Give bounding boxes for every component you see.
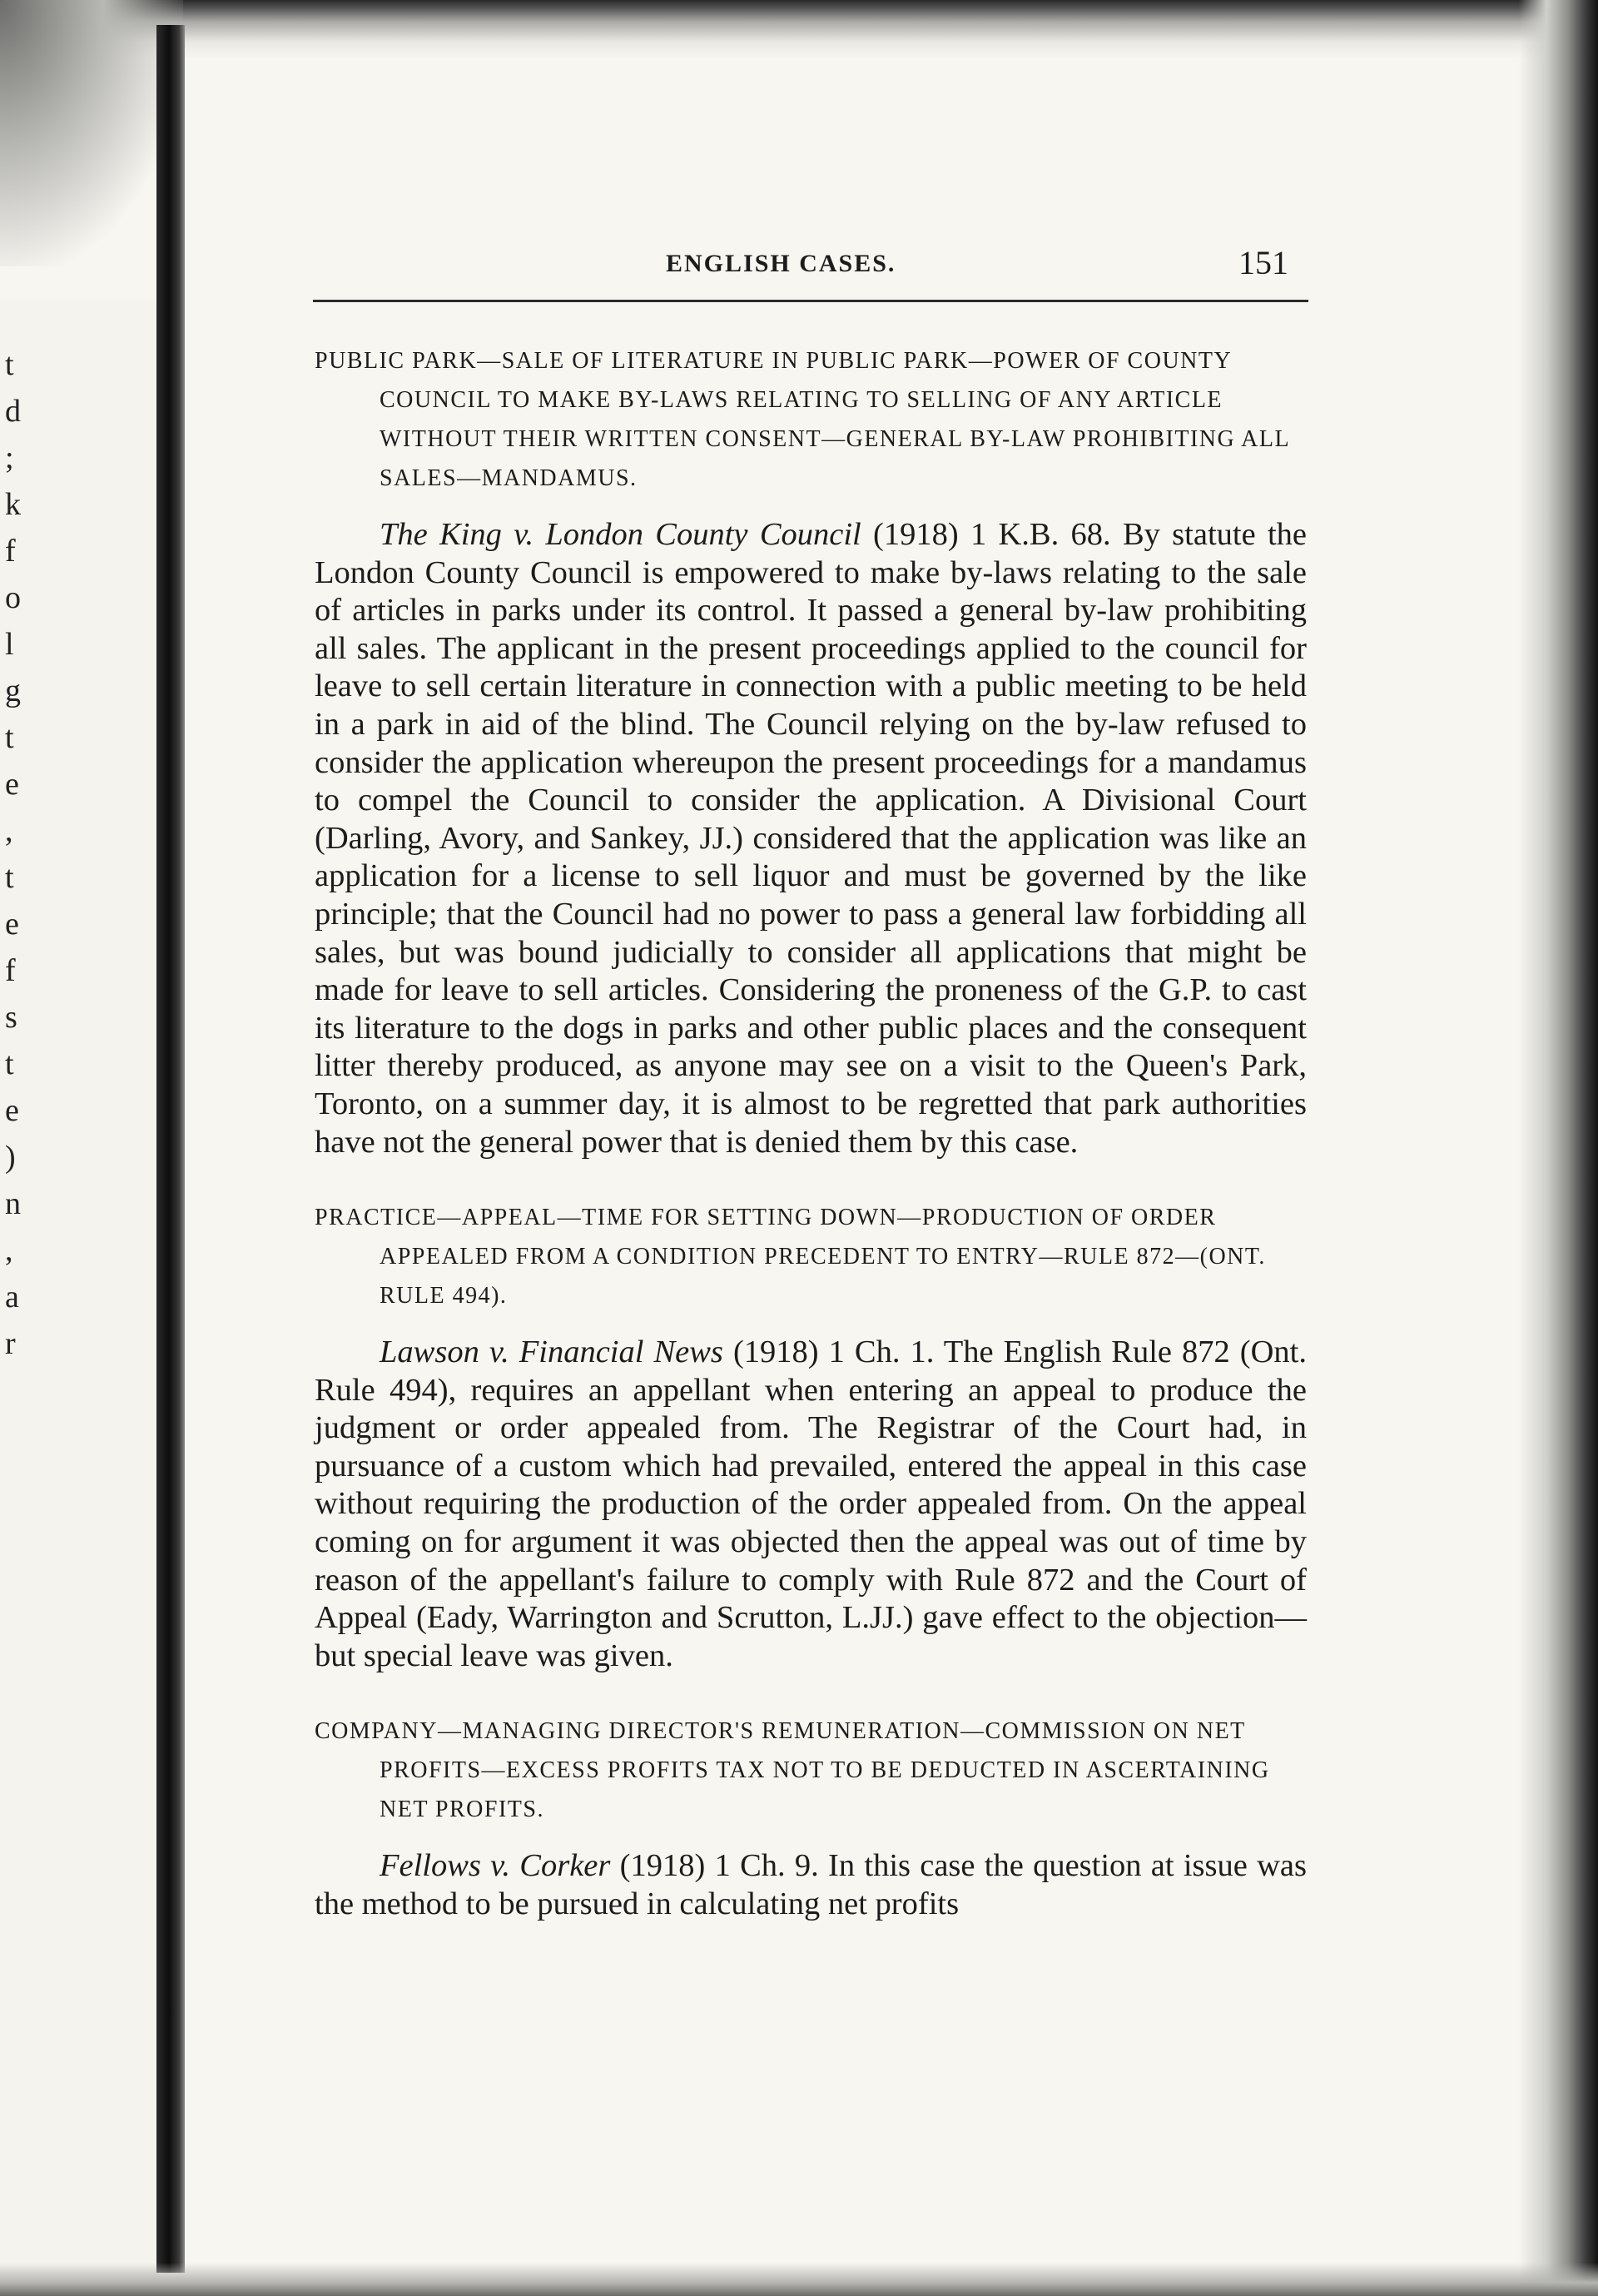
- margin-fragment: s: [5, 1000, 17, 1035]
- margin-fragment: o: [5, 580, 21, 615]
- page-right-edge: [1519, 0, 1598, 2296]
- headnote: PRACTICE—APPEAL—TIME FOR SETTING DOWN—PRODUCTION OF ORDER APPEALED FROM A CONDITION PRECEDENT TO ENTRY—RULE 872—(ONT. RULE 494).: [315, 1205, 1266, 1310]
- margin-fragment: g: [5, 673, 21, 708]
- margin-fragment: t: [5, 1046, 14, 1081]
- margin-fragment: ): [5, 1140, 16, 1175]
- citation: (1918) 1 K.B. 68.: [861, 517, 1123, 552]
- margin-fragment: a: [5, 1280, 19, 1314]
- case-name: Lawson v. Financial News: [380, 1334, 723, 1370]
- case-body: In this case the question at issue was the method to be pursued in calculating net profits: [315, 1848, 1307, 1922]
- scan-corner-shadow: [0, 0, 183, 266]
- margin-fragment: r: [5, 1326, 16, 1361]
- case-section-company: [315, 1712, 1307, 1923]
- case-section-public-park: [315, 341, 1307, 1161]
- margin-fragment: ;: [5, 440, 14, 475]
- case-paragraph: [315, 1334, 1307, 1675]
- case-name: Fellows v. Corker: [380, 1848, 611, 1884]
- margin-fragment: t: [5, 860, 14, 895]
- margin-fragment: l: [5, 627, 14, 662]
- margin-fragment: n: [5, 1186, 21, 1221]
- margin-fragment: d: [5, 394, 21, 429]
- margin-fragment: f: [5, 534, 16, 569]
- case-section-practice-appeal: [315, 1198, 1307, 1675]
- book-spine-shadow: [156, 25, 185, 2273]
- text-column: [315, 341, 1307, 1924]
- page-bottom-edge: [0, 2263, 1598, 2296]
- scan-top-edge: [0, 0, 1598, 58]
- margin-fragment: e: [5, 767, 19, 802]
- running-title: ENGLISH CASES.: [666, 250, 896, 277]
- margin-fragment: t: [5, 720, 14, 755]
- case-body: By statute the London County Council is empowered to make by-laws relating to the sale of articles in parks under its control. It passed a general by-law prohibiting all sales. The applicant in the present proceedings applied to the council for leave to sell certain literature in connection with a public meeting to be held in a park in aid of the blind. The Council relying on the by-law refused to consider the application whereupon the present proceedings for a mandamus to compel the Council to consider the application. A Divisional Court (Darling, Avory, and Sankey, JJ.) considered that the application was like an application for a license to sell liquor and must be governed by the like principle; that the Council had no power to pass a general law forbidding all sales, but was bound judicially to consider all applications that might be made for leave to sell articles. Considering the proneness of the G.P. to cast its literature to the dogs in parks and other public places and the consequent litter thereby produced, as anyone may see on a visit to the Queen's Park, Toronto, on a summer day, it is almost to be regretted that park authorities have not the general power that is denied them by this case.: [315, 517, 1307, 1160]
- facing-page-fragments: [5, 341, 38, 1367]
- case-name: The King v. London County Council: [380, 517, 861, 552]
- margin-fragment: k: [5, 487, 21, 522]
- case-paragraph: [315, 516, 1307, 1161]
- case-paragraph: [315, 1847, 1307, 1923]
- margin-fragment: ,: [5, 1233, 13, 1268]
- citation: (1918) 1 Ch. 9.: [610, 1848, 829, 1884]
- headnote: PUBLIC PARK—SALE OF LITERATURE IN PUBLIC PARK—POWER OF COUNTY COUNCIL TO MAKE BY-LAWS RELATING TO SELLING OF ANY ARTICLE WITHOUT THEIR WRITTEN CONSENT—GENERAL BY-LAW PROHIBITING ALL SALES—MANDAMUS.: [315, 348, 1290, 491]
- headnote: COMPANY—MANAGING DIRECTOR'S REMUNERATION—COMMISSION ON NET PROFITS—EXCESS PROFITS TAX NOT TO BE DEDUCTED IN ASCERTAINING NET PROFITS.: [315, 1718, 1270, 1823]
- header-rule: [313, 300, 1308, 302]
- margin-fragment: t: [5, 347, 14, 382]
- margin-fragment: e: [5, 907, 19, 942]
- citation: (1918) 1 Ch. 1.: [722, 1334, 944, 1370]
- case-body: The English Rule 872 (Ont. Rule 494), requires an appellant when entering an appeal to produce the judgment or order appealed from. The Registrar of the Court had, in pursuance of a custom which had prevailed, entered the appeal in this case without requiring the production of the order appealed from. On the appeal coming on for argument it was objected then the appeal was out of time by reason of the appellant's failure to comply with Rule 872 and the Court of Appeal (Eady, Warrington and Scrutton, L.JJ.) gave effect to the objection—but special leave was given.: [315, 1334, 1307, 1673]
- page-number: 151: [1238, 244, 1288, 281]
- margin-fragment: f: [5, 953, 16, 988]
- margin-fragment: e: [5, 1093, 19, 1128]
- margin-fragment: ,: [5, 813, 13, 848]
